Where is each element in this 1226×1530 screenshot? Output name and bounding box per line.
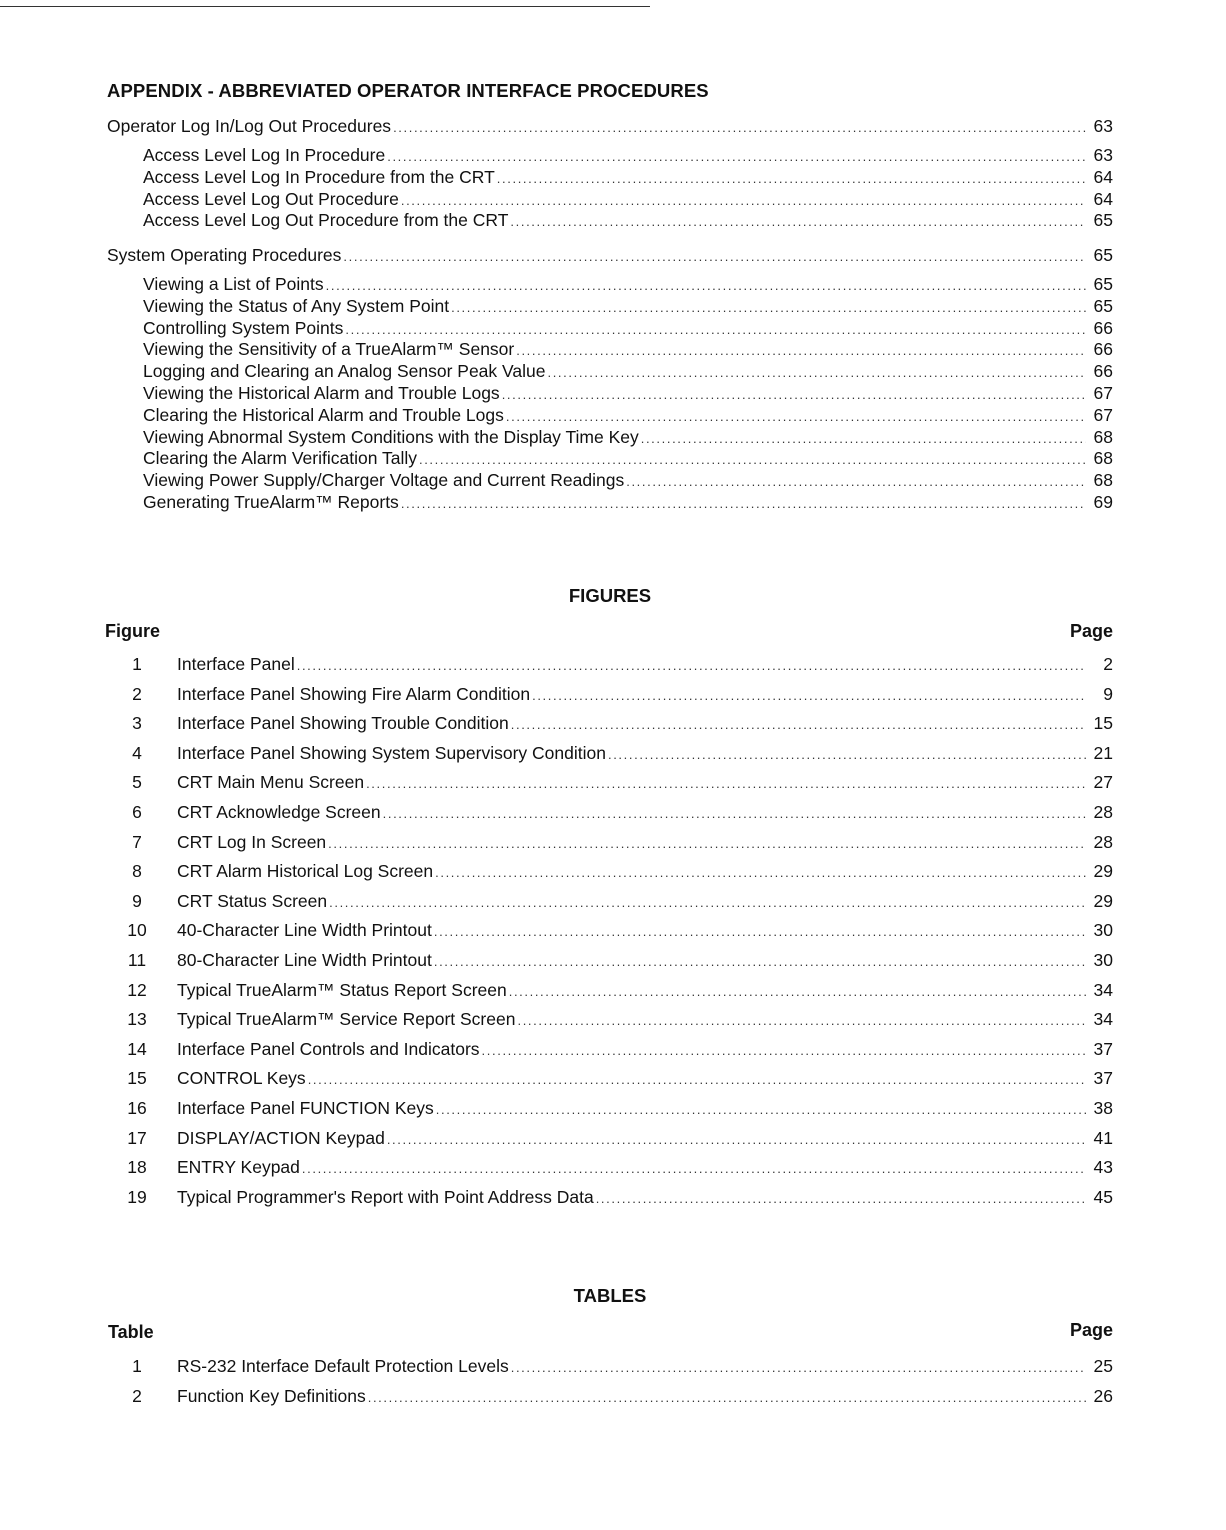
dot-leader [345, 322, 1086, 337]
entry-page: 65 [1093, 274, 1113, 294]
entry-label: Viewing the Sensitivity of a TrueAlarm™ Sensor [143, 339, 515, 360]
entry-page: 64 [1093, 166, 1113, 187]
dot-leader [517, 1013, 1086, 1028]
dot-leader [497, 171, 1086, 186]
entry-label: Access Level Log Out Procedure from the CRT [143, 210, 509, 231]
entry-number: 12 [127, 979, 147, 1000]
entry-label: Access Level Log Out Procedure [143, 188, 399, 209]
entry-page: 34 [1093, 979, 1113, 1000]
entry-label: Viewing the Status of Any System Point [143, 295, 450, 316]
dot-leader [383, 806, 1086, 821]
dot-leader [502, 387, 1086, 402]
figure-entry[interactable] [107, 802, 1113, 832]
entry-page: 64 [1093, 188, 1113, 209]
entry-label: Interface Panel FUNCTION Keys [177, 1097, 434, 1118]
entry-label: Interface Panel [177, 654, 295, 674]
entry-page: 66 [1093, 317, 1113, 338]
figure-entry[interactable] [107, 832, 1113, 862]
entry-page: 65 [1093, 245, 1113, 265]
figure-list [107, 654, 1113, 1216]
entry-label: Interface Panel Showing System Supervisory Condition [177, 742, 606, 763]
toc-entry[interactable] [107, 116, 1113, 137]
entry-label: 40-Character Line Width Printout [177, 920, 432, 941]
figure-entry[interactable] [107, 1128, 1113, 1158]
dot-leader [516, 343, 1086, 358]
tables-heading: TABLES [573, 1285, 647, 1306]
top-rule [0, 6, 650, 7]
entry-page: 25 [1093, 1356, 1113, 1376]
entry-page: 34 [1093, 1009, 1113, 1030]
toc-entry[interactable] [143, 318, 1113, 340]
figure-entry[interactable] [107, 1187, 1113, 1217]
figure-entry[interactable] [107, 654, 1113, 684]
figure-entry[interactable] [107, 684, 1113, 714]
entry-number: 5 [132, 772, 142, 793]
dot-leader [401, 193, 1086, 208]
dot-leader [434, 954, 1086, 969]
entry-label: Viewing the Historical Alarm and Trouble Logs [143, 382, 500, 403]
dot-leader [387, 1132, 1086, 1147]
dot-leader [596, 1191, 1086, 1206]
entry-label: Clearing the Historical Alarm and Trouble Logs [143, 404, 504, 425]
entry-label: Clearing the Alarm Verification Tally [143, 448, 417, 469]
entry-number: 10 [127, 920, 147, 941]
entry-page: 65 [1093, 295, 1113, 316]
entry-label: CRT Main Menu Screen [177, 772, 365, 793]
toc-sublist [143, 274, 1113, 514]
entry-number: 9 [132, 890, 142, 911]
entry-number: 6 [132, 801, 142, 822]
figure-page-column-label: Page [1069, 621, 1113, 641]
dot-leader [532, 688, 1086, 703]
figure-entry[interactable] [107, 1068, 1113, 1098]
entry-label: CRT Status Screen [177, 890, 328, 911]
entry-label: Typical Programmer's Report with Point Address Data [177, 1186, 594, 1207]
entry-label: Operator Log In/Log Out Procedures [107, 116, 392, 136]
dot-leader [329, 895, 1086, 910]
dot-leader [328, 836, 1086, 851]
entry-number: 3 [132, 713, 142, 734]
entry-page: 67 [1093, 382, 1113, 403]
figure-entry[interactable] [107, 1009, 1113, 1039]
entry-label: Interface Panel Showing Fire Alarm Condition [177, 683, 531, 704]
entry-number: 17 [127, 1127, 147, 1148]
entry-label: Typical TrueAlarm™ Service Report Screen [177, 1009, 516, 1030]
entry-label: CONTROL Keys [177, 1068, 306, 1089]
dot-leader [509, 984, 1086, 999]
dot-leader [393, 120, 1086, 135]
table-list [107, 1356, 1113, 1415]
entry-label: Generating TrueAlarm™ Reports [143, 491, 399, 512]
entry-page: 43 [1093, 1157, 1113, 1178]
entry-number: 7 [132, 831, 142, 852]
figure-entry[interactable] [107, 743, 1113, 773]
entry-page: 68 [1093, 426, 1113, 447]
entry-page: 68 [1093, 448, 1113, 469]
toc-entry[interactable] [143, 189, 1113, 211]
entry-page: 37 [1093, 1068, 1113, 1089]
toc-entry[interactable] [143, 167, 1113, 189]
entry-label: Controlling System Points [143, 317, 344, 338]
entry-page: 27 [1093, 772, 1113, 793]
entry-label: Viewing a List of Points [143, 274, 324, 294]
toc-entry[interactable] [143, 361, 1113, 383]
toc-entry[interactable] [143, 339, 1113, 361]
dot-leader [510, 214, 1086, 229]
figures-heading: FIGURES [568, 585, 652, 606]
entry-number: 13 [127, 1009, 147, 1030]
table-entry[interactable] [107, 1386, 1113, 1416]
dot-leader [326, 278, 1086, 293]
entry-page: 28 [1093, 801, 1113, 822]
figure-entry[interactable] [107, 772, 1113, 802]
dot-leader [608, 747, 1086, 762]
entry-label: Logging and Clearing an Analog Sensor Peak Value [143, 361, 546, 382]
entry-label: Access Level Log In Procedure from the CRT [143, 166, 495, 187]
table-column-label: Table [108, 1322, 154, 1342]
table-page-column-label: Page [1069, 1320, 1113, 1340]
entry-label: CRT Acknowledge Screen [177, 801, 381, 822]
entry-page: 41 [1093, 1127, 1113, 1148]
dot-leader [368, 1390, 1086, 1405]
figure-entry[interactable] [107, 713, 1113, 743]
figure-entry[interactable] [107, 861, 1113, 891]
entry-page: 45 [1093, 1186, 1113, 1207]
entry-page: 21 [1093, 742, 1113, 763]
entry-number: 19 [127, 1186, 147, 1207]
entry-label: CRT Alarm Historical Log Screen [177, 861, 434, 882]
entry-page: 9 [1103, 683, 1113, 704]
dot-leader [511, 717, 1086, 732]
dot-leader [297, 658, 1086, 673]
entry-page: 29 [1093, 861, 1113, 882]
entry-page: 66 [1093, 361, 1113, 382]
dot-leader [436, 1102, 1086, 1117]
entry-page: 38 [1093, 1097, 1113, 1118]
entry-label: 80-Character Line Width Printout [177, 949, 432, 970]
dot-leader [435, 865, 1086, 880]
dot-leader [302, 1161, 1086, 1176]
entry-page: 30 [1093, 949, 1113, 970]
entry-number: 2 [132, 683, 142, 704]
entry-page: 67 [1093, 404, 1113, 425]
entry-number: 4 [132, 742, 142, 763]
entry-label: RS-232 Interface Default Protection Levels [177, 1356, 509, 1376]
dot-leader [511, 1360, 1086, 1375]
dot-leader [641, 431, 1086, 446]
entry-label: Function Key Definitions [177, 1385, 366, 1406]
dot-leader [308, 1072, 1086, 1087]
toc-sublist [143, 145, 1113, 232]
toc-entry[interactable] [143, 492, 1113, 514]
toc-entry[interactable] [107, 245, 1113, 266]
entry-page: 30 [1093, 920, 1113, 941]
entry-page: 28 [1093, 831, 1113, 852]
entry-page: 66 [1093, 339, 1113, 360]
toc-entry[interactable] [143, 383, 1113, 405]
entry-label: Typical TrueAlarm™ Status Report Screen [177, 979, 507, 1000]
dot-leader [387, 149, 1086, 164]
entry-number: 16 [127, 1097, 147, 1118]
dot-leader [547, 365, 1086, 380]
entry-page: 26 [1093, 1385, 1113, 1406]
dot-leader [419, 452, 1086, 467]
entry-label: Interface Panel Showing Trouble Condition [177, 713, 509, 734]
entry-page: 69 [1093, 491, 1113, 512]
entry-label: DISPLAY/ACTION Keypad [177, 1127, 385, 1148]
figure-entry[interactable] [107, 980, 1113, 1010]
entry-page: 63 [1093, 116, 1113, 136]
entry-number: 15 [127, 1068, 147, 1089]
entry-page: 65 [1093, 210, 1113, 231]
entry-label: Access Level Log In Procedure [143, 145, 386, 165]
entry-number: 11 [127, 949, 147, 970]
dot-leader [343, 249, 1086, 264]
toc-group-title [107, 245, 1113, 266]
dot-leader [626, 474, 1086, 489]
entry-number: 1 [132, 654, 142, 674]
figure-entry[interactable] [107, 891, 1113, 921]
entry-number: 8 [132, 861, 142, 882]
dot-leader [506, 409, 1086, 424]
figure-entry[interactable] [107, 1039, 1113, 1069]
dot-leader [401, 496, 1086, 511]
table-entry[interactable] [107, 1356, 1113, 1386]
entry-page: 29 [1093, 890, 1113, 911]
entry-page: 68 [1093, 470, 1113, 491]
toc-entry[interactable] [143, 405, 1113, 427]
toc-entry[interactable] [143, 470, 1113, 492]
figure-entry[interactable] [107, 1157, 1113, 1187]
toc-entry[interactable] [143, 145, 1113, 167]
dot-leader [482, 1043, 1086, 1058]
figure-entry[interactable] [107, 920, 1113, 950]
entry-label: Interface Panel Controls and Indicators [177, 1038, 480, 1059]
toc-entry[interactable] [143, 210, 1113, 232]
toc-group-title [107, 116, 1113, 137]
entry-number: 14 [127, 1038, 147, 1059]
entry-label: ENTRY Keypad [177, 1157, 300, 1178]
entry-label: Viewing Power Supply/Charger Voltage and Current Readings [143, 470, 625, 491]
figure-entry[interactable] [107, 950, 1113, 980]
entry-page: 37 [1093, 1038, 1113, 1059]
entry-page: 15 [1093, 713, 1113, 734]
toc-entry[interactable] [143, 427, 1113, 449]
entry-label: Viewing Abnormal System Conditions with the Display Time Key [143, 426, 639, 447]
dot-leader [451, 300, 1086, 315]
toc-entry[interactable] [143, 296, 1113, 318]
entry-number: 1 [132, 1356, 142, 1376]
entry-number: 2 [132, 1385, 142, 1406]
toc-entry[interactable] [143, 274, 1113, 296]
entry-page: 2 [1103, 654, 1113, 674]
dot-leader [434, 924, 1086, 939]
figure-column-label: Figure [105, 621, 161, 641]
appendix-heading: APPENDIX - ABBREVIATED OPERATOR INTERFACE PROCEDURES [107, 80, 709, 101]
figure-entry[interactable] [107, 1098, 1113, 1128]
entry-page: 63 [1093, 145, 1113, 165]
dot-leader [366, 776, 1086, 791]
entry-label: System Operating Procedures [107, 245, 342, 265]
toc-entry[interactable] [143, 448, 1113, 470]
entry-number: 18 [127, 1157, 147, 1178]
entry-label: CRT Log In Screen [177, 831, 327, 852]
